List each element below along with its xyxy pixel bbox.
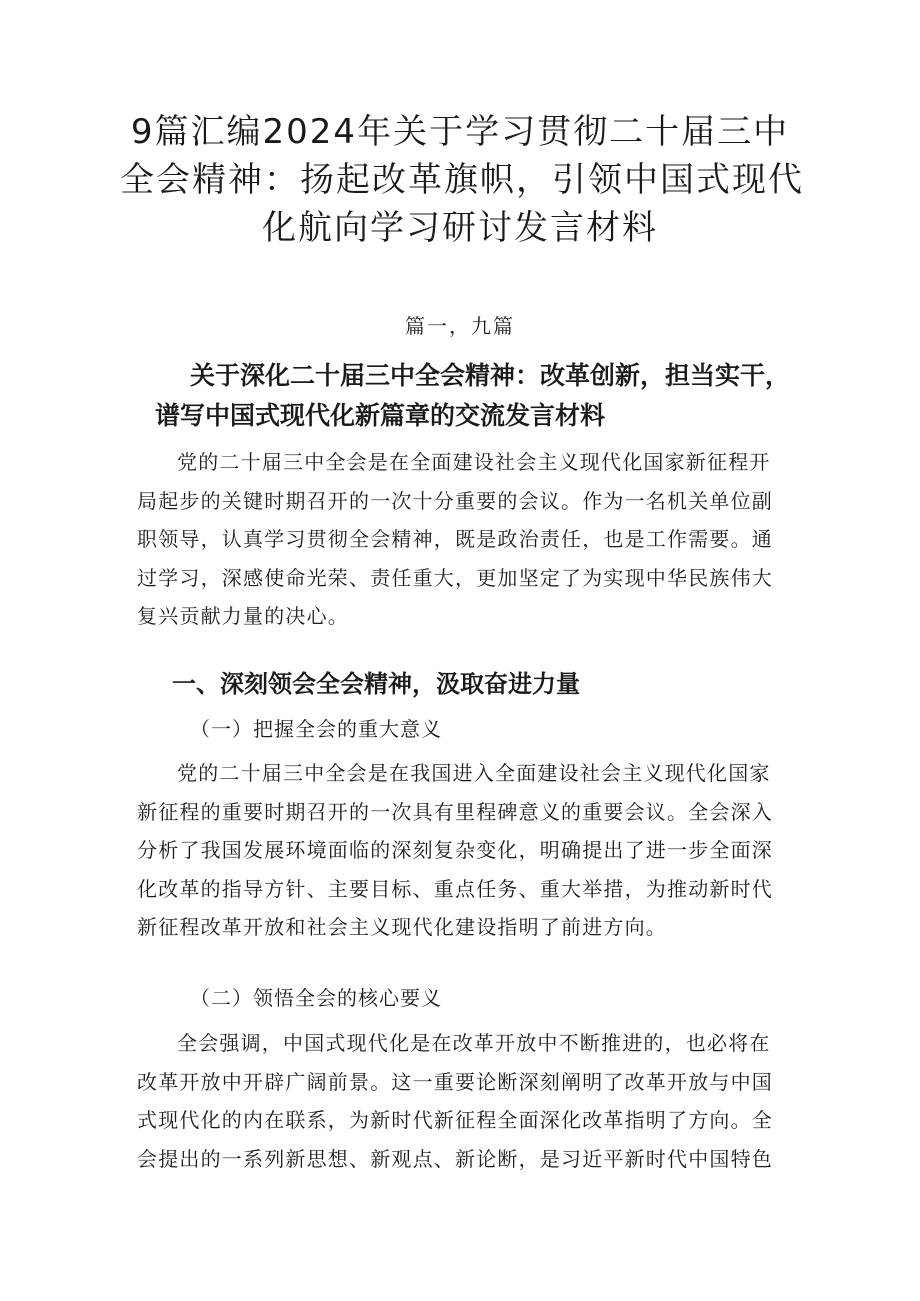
subsection-heading: （二）领悟全会的核心要义 <box>190 986 442 1010</box>
paragraph-line: 局起步的关键时期召开的一次十分重要的会议。作为一名机关单位副 <box>137 488 773 513</box>
body-paragraph <box>137 754 792 947</box>
paragraph-line: 复兴贡献力量的决心。 <box>137 604 349 628</box>
title-line: 全会精神：扬起改革旗帜，引领中国式现代 <box>120 160 804 200</box>
paragraph-line: 分析了我国发展环境面临的深刻复杂变化，明确提出了进一步全面深 <box>137 838 773 862</box>
paragraph-line: 党的二十届三中全会是在我国进入全面建设社会主义现代化国家 <box>177 761 771 785</box>
body-paragraph <box>137 1024 792 1178</box>
section-heading: 一、深刻领会全会精神，汲取奋进力量 <box>172 670 580 698</box>
article-number: 篇一，九篇 <box>405 314 515 338</box>
article-heading-line: 关于深化二十届三中全会精神：改革创新，担当实干， <box>190 361 791 390</box>
paragraph-line: 改革开放中开辟广阔前景。这一重要论断深刻阐明了改革开放与中国 <box>137 1069 773 1094</box>
paragraph-line: 化改革的指导方针、主要目标、重点任务、重大举措，为推动新时代 <box>137 876 773 901</box>
paragraph-line: 新征程的重要时期召开的一次具有里程碑意义的重要会议。全会深入 <box>137 799 773 824</box>
paragraph-line: 会提出的一系列新思想、新观点、新论断，是习近平新时代中国特色 <box>137 1146 773 1171</box>
subsection-heading: （一）把握全会的重大意义 <box>190 717 442 741</box>
title-line: 9篇汇编2024年关于学习贯彻二十届三中 <box>130 112 790 152</box>
title-line: 化航向学习研讨发言材料 <box>262 208 658 248</box>
paragraph-line: 全会强调，中国式现代化是在改革开放中不断推进的，也必将在 <box>177 1031 771 1055</box>
paragraph-line: 党的二十届三中全会是在全面建设社会主义现代化国家新征程开 <box>177 450 771 474</box>
paragraph-line: 式现代化的内在联系，为新时代新征程全面深化改革指明了方向。全 <box>137 1108 773 1132</box>
article-heading-line: 谱写中国式现代化新篇章的交流发言材料 <box>155 401 606 430</box>
paragraph-line: 新征程改革开放和社会主义现代化建设指明了前进方向。 <box>137 915 667 939</box>
intro-paragraph <box>137 443 792 636</box>
paragraph-line: 职领导，认真学习贯彻全会精神，既是政治责任，也是工作需要。通 <box>137 527 773 551</box>
paragraph-line: 过学习，深感使命光荣、责任重大，更加坚定了为实现中华民族伟大 <box>137 565 773 590</box>
document-title <box>120 108 804 252</box>
